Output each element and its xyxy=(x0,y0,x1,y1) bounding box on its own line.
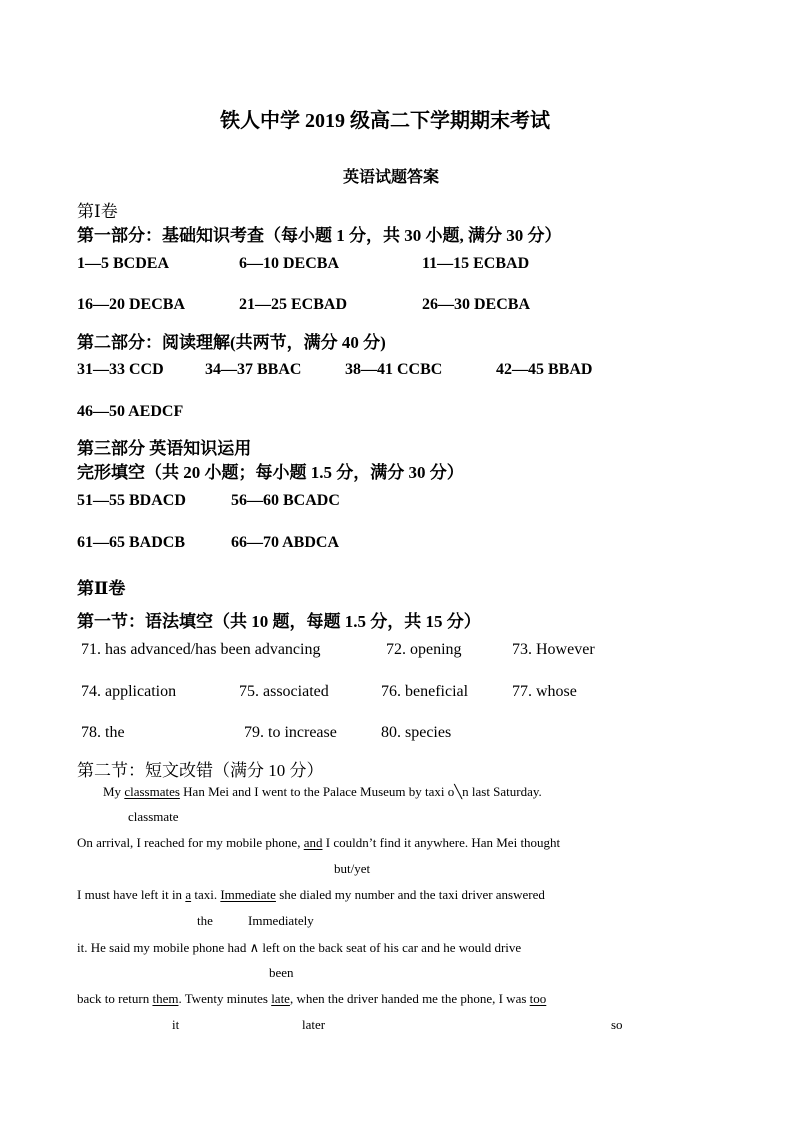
answer-group: 1—5 BCDEA xyxy=(77,255,170,272)
part-1-heading: 第一部分：基础知识考查（每小题 1 分，共 30 小题, 满分 30 分） xyxy=(77,226,562,245)
grammar-answer: 74. application xyxy=(81,683,177,700)
error-mark: and xyxy=(303,835,323,850)
correction-answer: been xyxy=(269,965,294,980)
error-mark: Immediate xyxy=(220,887,276,902)
grammar-answer: 79. to increase xyxy=(244,724,337,741)
grammar-answer: 78. the xyxy=(81,724,125,741)
correction-line-1: My classmates Han Mei and I went to the Palace Museum by taxi o╲n last Saturday. xyxy=(103,784,542,799)
page-subtitle: 英语试题答案 xyxy=(343,169,440,186)
delete-mark: ╲ xyxy=(454,784,463,799)
answer-group: 56—60 BCADC xyxy=(231,492,340,509)
correction-answer: the xyxy=(197,913,213,928)
error-mark: classmates xyxy=(124,784,180,799)
answer-group: 6—10 DECBA xyxy=(239,255,340,272)
section-2-heading: 第二节：短文改错（满分 10 分） xyxy=(77,761,324,780)
answer-group: 31—33 CCD xyxy=(77,361,164,378)
volume-2-heading: 第Ⅱ卷 xyxy=(77,579,126,598)
page-title: 铁人中学 2019 级高二下学期期末考试 xyxy=(220,110,550,132)
answer-group: 38—41 CCBC xyxy=(345,361,443,378)
grammar-answer: 72. opening xyxy=(386,641,462,658)
answer-group: 11—15 ECBAD xyxy=(422,255,530,272)
correction-line-2: On arrival, I reached for my mobile phone, and I couldn’t find it anywhere. Han Mei thought xyxy=(77,835,561,850)
answer-group: 46—50 AEDCF xyxy=(77,403,184,420)
answer-group: 42—45 BBAD xyxy=(496,361,593,378)
grammar-answer: 76. beneficial xyxy=(381,683,469,700)
grammar-answer: 73. However xyxy=(512,641,595,658)
correction-answer: it xyxy=(172,1017,180,1032)
answer-group: 34—37 BBAC xyxy=(205,361,302,378)
cloze-heading: 完形填空（共 20 小题；每小题 1.5 分，满分 30 分） xyxy=(77,463,464,482)
error-mark: too xyxy=(529,991,547,1006)
grammar-answer: 80. species xyxy=(381,724,452,741)
correction-answer: so xyxy=(611,1017,623,1032)
part-3-heading: 第三部分 英语知识运用 xyxy=(77,439,252,458)
grammar-answer: 75. associated xyxy=(239,683,329,700)
correction-answer: classmate xyxy=(128,809,179,824)
insert-mark: ∧ xyxy=(249,940,260,955)
correction-line-4: it. He said my mobile phone had ∧ left on the back seat of his car and he would drive xyxy=(77,940,522,955)
correction-answer: Immediately xyxy=(248,913,314,928)
answer-group: 21—25 ECBAD xyxy=(239,296,348,313)
error-mark: late xyxy=(271,991,290,1006)
answer-group: 66—70 ABDCA xyxy=(231,534,340,551)
error-mark: them xyxy=(152,991,179,1006)
answer-group: 61—65 BADCB xyxy=(77,534,186,551)
answer-group: 26—30 DECBA xyxy=(422,296,531,313)
volume-1-heading: 第Ⅰ卷 xyxy=(77,202,118,221)
answer-group: 16—20 DECBA xyxy=(77,296,186,313)
correction-line-3: I must have left it in a taxi. Immediate she dialed my number and the taxi driver answered xyxy=(77,887,545,902)
part-2-heading: 第二部分：阅读理解(共两节，满分 40 分) xyxy=(77,333,386,352)
correction-answer: but/yet xyxy=(334,861,371,876)
error-mark: a xyxy=(185,887,192,902)
grammar-answer: 71. has advanced/has been advancing xyxy=(81,641,321,658)
section-1-heading: 第一节：语法填空（共 10 题，每题 1.5 分，共 15 分） xyxy=(77,612,481,631)
answer-group: 51—55 BDACD xyxy=(77,492,186,509)
grammar-answer: 77. whose xyxy=(512,683,577,700)
correction-answer: later xyxy=(302,1017,326,1032)
correction-line-5: back to return them. Twenty minutes late, when the driver handed me the phone, I was too xyxy=(77,991,547,1006)
